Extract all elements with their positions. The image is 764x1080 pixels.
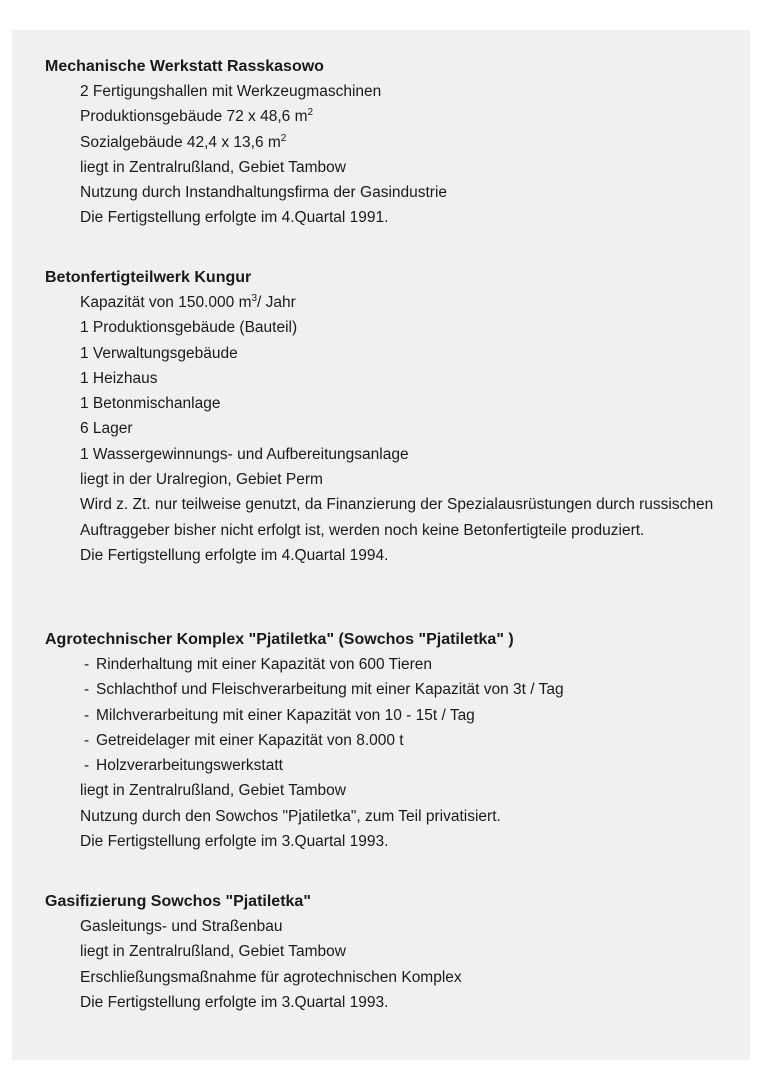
text-line: Die Fertigstellung erfolgte im 4.Quartal 1994. [80, 546, 389, 564]
text-line-main: Sozialgebäude 42,4 x 13,6 m [80, 133, 281, 151]
text-line: 1 Wassergewinnungs- und Aufbereitungsanlage [80, 445, 409, 463]
text-line: liegt in Zentralrußland, Gebiet Tambow [80, 782, 346, 800]
text-line: 1 Heizhaus [80, 369, 158, 387]
dash-marker: - [84, 731, 90, 749]
text-line: Gasleitungs- und Straßenbau [80, 918, 283, 935]
text-line: 1 Verwaltungsgebäude [80, 344, 238, 362]
text-line: Nutzung durch Instandhaltungsfirma der Gasindustrie [80, 184, 448, 202]
list-item-text: Milchverarbeitung mit einer Kapazität von 10 - 15t / Tag [96, 706, 475, 724]
text-line [45, 104, 735, 129]
list-item [45, 652, 735, 677]
list-item [45, 728, 735, 753]
text-line: liegt in Zentralrußland, Gebiet Tambow [80, 158, 346, 176]
section-title: Betonfertigteilwerk Kungur [45, 269, 252, 286]
text-line: liegt in Zentralrußland, Gebiet Tambow [80, 943, 346, 961]
list-item-text: Rinderhaltung mit einer Kapazität von 600 Tieren [96, 656, 433, 673]
text-line [45, 130, 735, 155]
text-paragraph: Wird z. Zt. nur teilweise genutzt, da Finanzierung der Spezialausrüstungen durch russischen Auftraggeber bisher nicht erfolgt ist, werden noch keine Betonfertigteile produziert. [80, 496, 714, 539]
section-title: Gasifizierung Sowchos "Pjatiletka" [45, 893, 311, 910]
list-item-text: Holzverarbeitungswerkstatt [96, 757, 283, 775]
section-betonfertigteilwerk [45, 265, 735, 568]
text-line [45, 290, 735, 315]
section-agrotechnischer-komplex [45, 627, 735, 854]
superscript: 2 [307, 107, 314, 119]
text-line: 1 Produktionsgebäude (Bauteil) [80, 319, 298, 337]
text-line: Die Fertigstellung erfolgte im 3.Quartal 1993. [80, 993, 389, 1011]
dash-marker: - [84, 706, 90, 724]
text-line: Erschließungsmaßnahme für agrotechnischen Komplex [80, 968, 462, 986]
text-line-suffix: / Jahr [257, 294, 296, 311]
text-line: 6 Lager [80, 420, 133, 438]
superscript: 3 [251, 292, 258, 304]
dash-marker: - [84, 757, 90, 775]
list-item-text: Getreidelager mit einer Kapazität von 8.000 t [96, 731, 404, 749]
list-item-text: Schlachthof und Fleischverarbeitung mit einer Kapazität von 3t / Tag [96, 681, 564, 699]
section-gasifizierung [45, 889, 735, 1015]
section-title: Agrotechnischer Komplex "Pjatiletka" (Sowchos "Pjatiletka" ) [45, 631, 514, 648]
text-line: 1 Betonmischanlage [80, 395, 221, 413]
dash-marker: - [84, 656, 90, 673]
text-line: 2 Fertigungshallen mit Werkzeugmaschinen [80, 83, 382, 100]
list-item [45, 703, 735, 728]
document-page [12, 30, 750, 1060]
text-line: Die Fertigstellung erfolgte im 4.Quartal 1991. [80, 209, 389, 227]
text-line: Nutzung durch den Sowchos "Pjatiletka", zum Teil privatisiert. [80, 807, 501, 825]
text-line-main: Kapazität von 150.000 m [80, 294, 252, 311]
list-item [45, 677, 735, 702]
text-line: Die Fertigstellung erfolgte im 3.Quartal 1993. [80, 833, 389, 851]
dash-marker: - [84, 681, 90, 699]
section-title: Mechanische Werkstatt Rasskasowo [45, 58, 324, 75]
superscript: 2 [280, 132, 287, 144]
text-line-main: Produktionsgebäude 72 x 48,6 m [80, 108, 308, 126]
text-line: liegt in der Uralregion, Gebiet Perm [80, 471, 323, 489]
list-item [45, 753, 735, 778]
section-mechanische-werkstatt [45, 54, 735, 231]
